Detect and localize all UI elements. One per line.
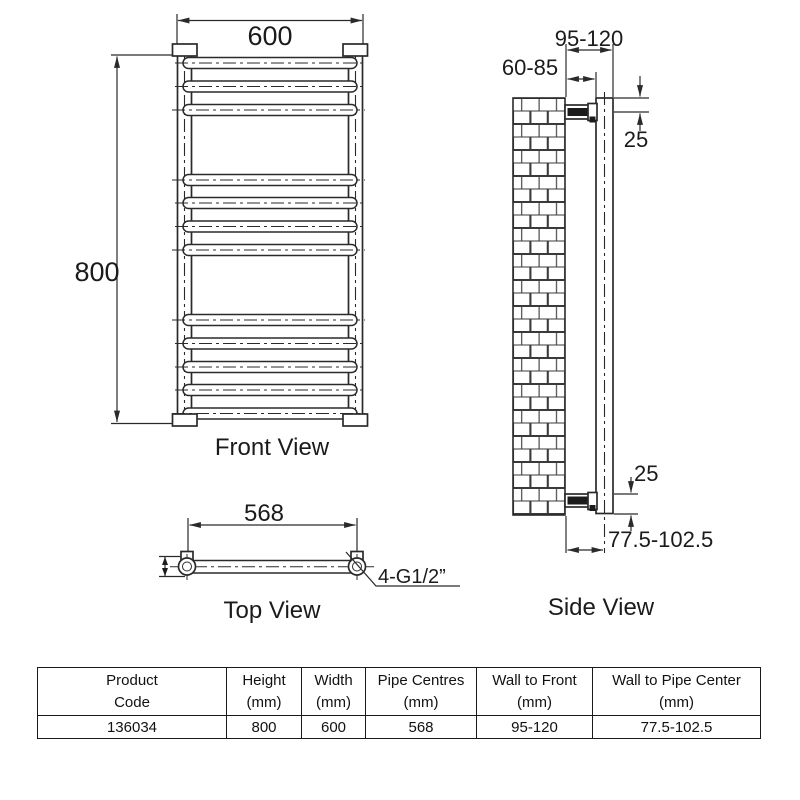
cell-product-code: 136034 [38,716,227,739]
bottom-pipe-offset-dimension [614,461,658,531]
spec-table-header-row [38,668,761,716]
header-width: Width (mm) [302,668,366,716]
front-height-dimension [74,55,177,424]
wall-to-bracket-dimension [502,55,596,97]
front-view-label: Front View [214,434,330,461]
top-view [159,500,460,624]
cell-pipe-centres: 568 [366,716,477,739]
connection-label: 4-G1/2” [378,566,446,588]
cell-width: 600 [302,716,366,739]
header-height: Height (mm) [227,668,302,716]
wall-to-front-dimension [555,26,624,97]
side-view [502,26,713,621]
header-wall-to-pipe-center: Wall to Pipe Center (mm) [593,668,761,716]
dim-60-85-label: 60-85 [501,55,559,80]
dim-568-label: 568 [243,500,285,527]
dim-95-120-label: 95-120 [554,26,624,51]
dim-25-top-label: 25 [623,127,649,152]
radiator-front-drawing [172,44,368,426]
wall-bracket-bottom [565,493,597,512]
dim-600-label: 600 [247,21,293,51]
dim-77-5-102-5-label: 77.5-102.5 [608,527,714,552]
dim-25-bottom-label: 25 [634,461,659,486]
top-pipe-offset-dimension [614,76,649,152]
header-wall-to-front: Wall to Front (mm) [477,668,593,716]
cell-wall-to-front: 95-120 [477,716,593,739]
front-view [74,14,367,461]
radiator-top-drawing [170,552,374,581]
side-view-label: Side View [547,594,655,621]
spec-table-data-row [38,716,761,739]
header-pipe-centres: Pipe Centres (mm) [366,668,477,716]
cell-wall-to-pipe-center: 77.5-102.5 [593,716,761,739]
spec-table [37,667,761,739]
front-width-dimension [177,14,363,51]
top-view-label: Top View [223,597,321,624]
wall-bracket-top [565,104,597,123]
header-product-code: Product Code [38,668,227,716]
radiator-side-drawing [565,92,613,553]
wall-section [513,98,565,515]
dim-800-label: 800 [74,257,120,287]
towel-bars [172,58,365,420]
wall-to-pipe-center-dimension [566,516,713,553]
pipe-centres-dimension [188,500,357,555]
cell-height: 800 [227,716,302,739]
